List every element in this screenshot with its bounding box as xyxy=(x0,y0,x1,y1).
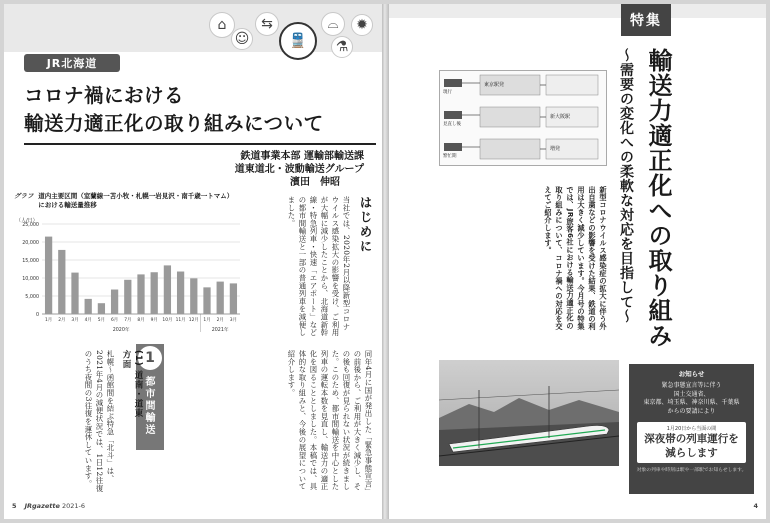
section-number: 1 xyxy=(138,346,162,370)
notice-small-print: 対象の列車や時刻は駅や一部駅でお知らせします。 xyxy=(636,468,747,473)
feature-tag: 特集 xyxy=(621,4,671,36)
bar xyxy=(217,282,224,314)
x-tick-label: 9月 xyxy=(150,318,158,323)
notice-body-1: 緊急事態宣言等に伴う xyxy=(661,382,722,389)
x-tick-label: 1月 xyxy=(45,318,53,323)
bar xyxy=(111,290,118,314)
bar xyxy=(177,272,184,314)
article-title xyxy=(24,82,324,138)
bar xyxy=(58,250,65,314)
notice-box-top: 1月20日から当面の間 xyxy=(666,426,717,432)
x-tick-label: 12月 xyxy=(188,318,199,323)
bar xyxy=(124,280,131,314)
title-divider xyxy=(24,143,376,145)
x-tick-label: 11月 xyxy=(175,318,186,323)
section-text: 札幌～函館間を結ぶ特急「北斗」は、2021年4月の減便状況では、1日12往復のうち夜間の3往復を運休しています。 xyxy=(84,350,115,493)
home-icon: ⌂ xyxy=(209,12,235,38)
bar xyxy=(85,299,92,314)
diagram-cell-c: 増発 xyxy=(550,146,561,152)
intro-text: 当社では、2020年2月以降新型コロナウイルス感染拡大の影響を受け、ご利用が大幅に減少したことから、北海道新幹線・特急列車・快速「エアポート」などの都市間輸送と一部の普通列車を減便しました。 xyxy=(287,196,351,337)
notice-body-2: 国土交通省、 xyxy=(673,390,710,398)
chart-label: グラフ xyxy=(14,192,34,200)
notice-box xyxy=(637,422,746,463)
y-tick-label: 25,000 xyxy=(22,222,39,228)
bar xyxy=(190,278,197,314)
bar xyxy=(230,283,237,314)
bar xyxy=(203,287,210,314)
x-tick-label: 2月 xyxy=(58,318,66,323)
author-name: 濱田 伸昭 xyxy=(290,177,340,188)
diagram-graphic xyxy=(440,71,608,167)
left-page xyxy=(4,4,382,519)
bar xyxy=(151,272,158,314)
chart-title-text-2: における輸送量推移 xyxy=(38,201,97,209)
author-dept-2: 道東道北・波動輸送グループ xyxy=(234,164,364,175)
shinkansen-image xyxy=(439,360,619,466)
bar xyxy=(71,273,78,314)
x-tick-label: 3月 xyxy=(71,318,79,323)
notice-poster xyxy=(629,364,754,494)
x-tick-label: 3月 xyxy=(229,318,237,323)
ridership-bar-chart xyxy=(14,214,246,340)
right-page xyxy=(389,4,766,519)
bar xyxy=(164,265,171,314)
title-line-2: 輸送力適正化の取り組みについて xyxy=(24,112,324,135)
body-column-text: 同年4月に国が発出した「緊急事態宣言」の前後から、ご利用が大きく減少し、その後も回復が見られない状況が続きました。このため、都市間輸送を中心とした列車の運転本数を見直し、輸送力の適正化を図ることとしました。本稿では、具体的な取り組みと、今後の展望について紹介します。 xyxy=(287,350,373,496)
notice-body xyxy=(629,382,754,416)
x-tick-label: 7月 xyxy=(124,318,132,323)
x-tick-label: 5月 xyxy=(97,318,105,323)
diagram-row-1-label: 現行 xyxy=(443,90,452,95)
y-tick-label: 20,000 xyxy=(22,240,39,246)
sanitizer-icon: ⚗ xyxy=(331,36,353,58)
x-tick-label: 8月 xyxy=(137,318,145,323)
top-band xyxy=(389,4,766,18)
section-title: 都市間輸送 xyxy=(143,376,154,436)
x-tick-label: 1月 xyxy=(203,318,211,323)
intro-heading: はじめに xyxy=(358,196,373,254)
diagram-cell-a: 東京駅発 xyxy=(484,82,505,88)
chart-title-text-1: 道内主要区間（室蘭線一苫小牧・札幌一岩見沢・南千歳一トマム） xyxy=(38,192,234,200)
shinkansen-photo xyxy=(439,360,619,466)
author-dept-1: 鉄道事業本部 運輸部輸送課 xyxy=(240,151,364,162)
gutter xyxy=(382,4,389,519)
notice-body-4: からの要請により xyxy=(667,407,716,415)
magazine-name: JRgazette xyxy=(24,502,60,510)
notice-body-3: 東京都、埼玉県、神奈川県、千葉県 xyxy=(643,399,740,406)
footer-left xyxy=(12,502,85,510)
family-icon: ☺ xyxy=(231,28,253,50)
feature-lead-text: 新型コロナウイルス感染症の拡大に伴う外出自粛などの影響を受けた結果、鉄道の利用は大きく減少しています。今月号の特集では、JR旅客6社における輸送力適正化の取り組みについて、コロナ禍への対応を交えてご紹介します。 xyxy=(544,186,608,331)
feature-main-title: 輸送力適正化への取り組み xyxy=(644,48,672,348)
y-axis-label: （人/日） xyxy=(16,218,38,224)
distance-icon: ⇆ xyxy=(255,12,279,36)
diagram-row-2-label: 見直し後 xyxy=(443,122,461,127)
bar xyxy=(45,237,52,314)
title-line-1: コロナ禍における xyxy=(24,84,185,107)
x-tick-label: 4月 xyxy=(84,318,92,323)
y-tick-label: 5,000 xyxy=(25,294,39,300)
sub-heading: (1) 道南・道東方面 xyxy=(121,350,143,419)
group-label-2021: 2021年 xyxy=(211,328,229,333)
notice-box-main-1: 深夜帯の列車運行を xyxy=(644,433,739,445)
header-illustration xyxy=(209,8,377,70)
bar xyxy=(137,274,144,314)
issue-number: 2021-6 xyxy=(61,502,85,510)
group-label-2020: 2020年 xyxy=(112,328,130,333)
company-tag: JR北海道 xyxy=(24,54,120,72)
y-tick-label: 0 xyxy=(35,312,39,318)
diagram-cell-b: 新大阪駅 xyxy=(550,114,571,120)
mask-icon: ⌓ xyxy=(321,12,345,36)
notice-box-main-2: 減らします xyxy=(665,447,718,459)
virus-icon: ✹ xyxy=(351,14,373,36)
page-number: 5 xyxy=(12,502,17,510)
y-tick-label: 15,000 xyxy=(22,258,39,264)
x-tick-label: 6月 xyxy=(111,318,119,323)
y-tick-label: 10,000 xyxy=(22,276,39,282)
footer-right-page-number: 4 xyxy=(753,502,758,510)
schedule-diagram xyxy=(439,70,607,166)
feature-subtitle: 〜需要の変化への柔軟な対応を目指して〜 xyxy=(618,48,634,324)
bar xyxy=(98,303,105,314)
notice-title: お知らせ xyxy=(678,370,705,378)
x-tick-label: 2月 xyxy=(216,318,224,323)
diagram-row-3-label: 繁忙期 xyxy=(443,154,457,159)
train-icon: 🚆 xyxy=(279,22,317,60)
chart-title xyxy=(14,192,244,210)
x-tick-label: 10月 xyxy=(162,318,173,323)
